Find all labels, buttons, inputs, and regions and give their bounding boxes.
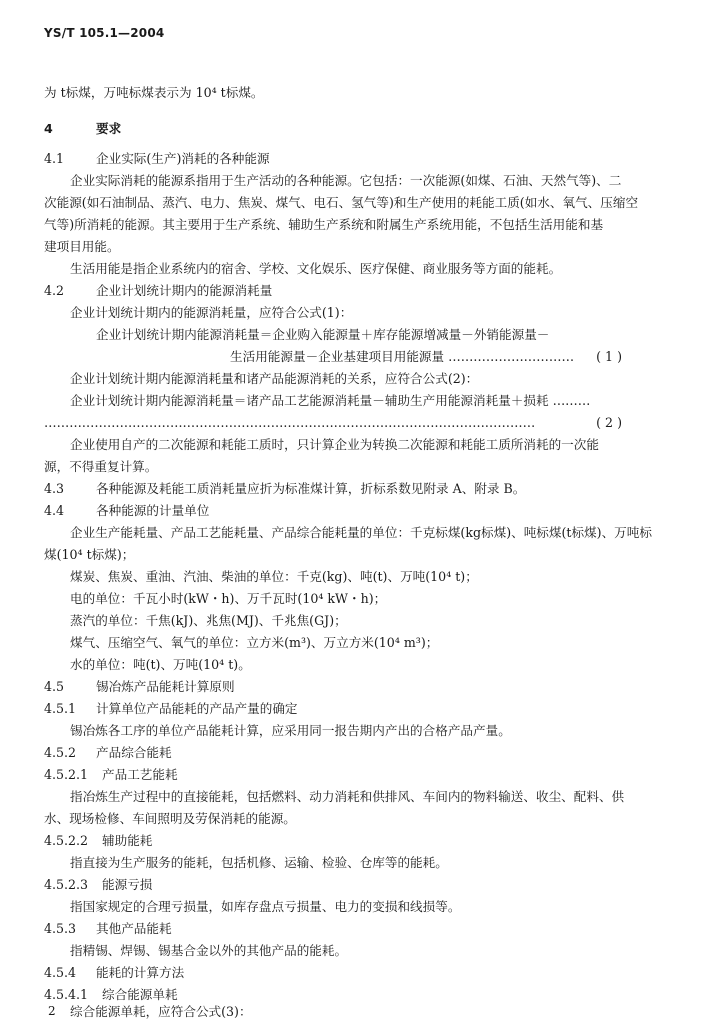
- standard-number: YS/T 105.1—2004: [44, 26, 165, 40]
- clause-title: 企业实际(生产)消耗的各种能源: [96, 151, 270, 166]
- clause-title: 能源亏损: [102, 877, 153, 892]
- page-number: 2: [48, 1004, 56, 1018]
- clause-text: 各种能源及耗能工质消耗量应折为标准煤计算，折标系数见附录 A、附录 B。: [96, 481, 526, 496]
- clause-title: 各种能源的计量单位: [96, 503, 210, 518]
- text-line: 水的单位：吨(t)、万吨(10⁴ t)。: [70, 657, 251, 672]
- clause-number: 4.5.1: [44, 701, 77, 716]
- text-line: 源，不得重复计算。: [44, 459, 158, 474]
- formula-leader: ………………………………………………………………………………………………………: [44, 415, 536, 430]
- clause-number: 4.5.4: [44, 965, 77, 980]
- clause-heading-4-5-2-3: [44, 874, 666, 896]
- text-line: 企业生产能耗量、产品工艺能耗量、产品综合能耗量的单位：千克标煤(kg标煤)、吨标煤(t标煤)、万吨标: [70, 525, 652, 540]
- clause-heading-4-5-2-1: [44, 764, 666, 786]
- clause-heading-4-1: [44, 148, 666, 170]
- text-line: 指冶炼生产过程中的直接能耗，包括燃料、动力消耗和供排风、车间内的物料输送、收尘、配料、供: [70, 789, 625, 804]
- clause-number: 4.5: [44, 679, 65, 694]
- clause-title: 综合能源单耗: [102, 987, 178, 1002]
- clause-4-3: [44, 478, 666, 500]
- text-line: 指直接为生产服务的能耗，包括机修、运输、检验、仓库等的能耗。: [70, 855, 448, 870]
- text-line: 企业计划统计期内的能源消耗量，应符合公式(1)：: [70, 305, 353, 320]
- formula-2-line-2: [44, 412, 666, 434]
- text-line: 综合能源单耗，应符合公式(3)：: [70, 1004, 252, 1019]
- clause-number: 4.3: [44, 481, 65, 496]
- text-line: 次能源(如石油制品、蒸汽、电力、焦炭、煤气、电石、氢气等)和生产使用的耗能工质(如水、氧气、压缩空: [44, 195, 639, 210]
- formula-text: 生活用能源量－企业基建项目用能源量 …………………………: [230, 349, 575, 364]
- clause-heading-4-5-2: [44, 742, 666, 764]
- text-line: 建项目用能。: [44, 239, 120, 254]
- formula-1-line-1: 企业计划统计期内能源消耗量＝企业购入能源量＋库存能源增减量－外销能源量－: [96, 327, 550, 342]
- clause-heading-4-5-4: [44, 962, 666, 984]
- clause-heading-4-5: [44, 676, 666, 698]
- clause-number: 4.5.2.2: [44, 833, 89, 848]
- clause-title: 产品综合能耗: [96, 745, 172, 760]
- text-line: 煤(10⁴ t标煤)；: [44, 547, 135, 562]
- clause-title: 辅助能耗: [102, 833, 153, 848]
- clause-title: 企业计划统计期内的能源消耗量: [96, 283, 273, 298]
- clause-heading-4-2: [44, 280, 666, 302]
- formula-number: ( 1 ): [596, 349, 622, 364]
- formula-number: ( 2 ): [592, 412, 622, 434]
- clause-title: 锡冶炼产品能耗计算原则: [96, 679, 235, 694]
- text-line: 为 t标煤，万吨标煤表示为 10⁴ t标煤。: [44, 85, 264, 100]
- section-heading-4: [44, 118, 666, 140]
- section-title: 要求: [96, 121, 122, 136]
- clause-heading-4-5-3: [44, 918, 666, 940]
- section-number: 4: [44, 121, 53, 136]
- clause-number: 4.4: [44, 503, 65, 518]
- clause-number: 4.5.3: [44, 921, 77, 936]
- formula-1-line-2: [230, 346, 666, 368]
- clause-heading-4-5-2-2: [44, 830, 666, 852]
- text-line: 蒸汽的单位：千焦(kJ)、兆焦(MJ)、千兆焦(GJ)；: [70, 613, 347, 628]
- text-line: 指国家规定的合理亏损量，如库存盘点亏损量、电力的变损和线损等。: [70, 899, 461, 914]
- text-line: 指精锡、焊锡、锡基合金以外的其他产品的能耗。: [70, 943, 348, 958]
- clause-heading-4-5-1: [44, 698, 666, 720]
- text-line: 气等)所消耗的能源。其主要用于生产系统、辅助生产系统和附属生产系统用能，不包括生活用能和基: [44, 217, 604, 232]
- clause-heading-4-4: [44, 500, 666, 522]
- text-line: 企业计划统计期内能源消耗量和诸产品能源消耗的关系，应符合公式(2)：: [70, 371, 479, 386]
- text-line: 煤炭、焦炭、重油、汽油、柴油的单位：千克(kg)、吨(t)、万吨(10⁴ t)；: [70, 569, 478, 584]
- text-line: 煤气、压缩空气、氧气的单位：立方米(m³)、万立方米(10⁴ m³)；: [70, 635, 439, 650]
- text-line: 生活用能是指企业系统内的宿舍、学校、文化娱乐、医疗保健、商业服务等方面的能耗。: [70, 261, 562, 276]
- text-line: 锡冶炼各工序的单位产品能耗计算，应采用同一报告期内产出的合格产品产量。: [70, 723, 511, 738]
- text-line: 企业实际消耗的能源系指用于生产活动的各种能源。它包括：一次能源(如煤、石油、天然气等)、二: [70, 173, 622, 188]
- clause-number: 4.5.2: [44, 745, 77, 760]
- clause-number: 4.1: [44, 151, 65, 166]
- clause-title: 计算单位产品能耗的产品产量的确定: [96, 701, 298, 716]
- clause-number: 4.5.4.1: [44, 987, 89, 1002]
- clause-number: 4.2: [44, 283, 65, 298]
- clause-number: 4.5.2.3: [44, 877, 89, 892]
- clause-title: 其他产品能耗: [96, 921, 172, 936]
- text-line: 电的单位：千瓦小时(kW・h)、万千瓦时(10⁴ kW・h)；: [70, 591, 387, 606]
- text-line: 水、现场检修、车间照明及劳保消耗的能源。: [44, 811, 296, 826]
- text-line: 企业使用自产的二次能源和耗能工质时，只计算企业为转换二次能源和耗能工质所消耗的一次能: [70, 437, 599, 452]
- formula-2-line-1: 企业计划统计期内能源消耗量＝诸产品工艺能源消耗量－辅助生产用能源消耗量＋损耗 ………: [70, 393, 591, 408]
- clause-number: 4.5.2.1: [44, 767, 89, 782]
- clause-title: 能耗的计算方法: [96, 965, 185, 980]
- clause-title: 产品工艺能耗: [102, 767, 178, 782]
